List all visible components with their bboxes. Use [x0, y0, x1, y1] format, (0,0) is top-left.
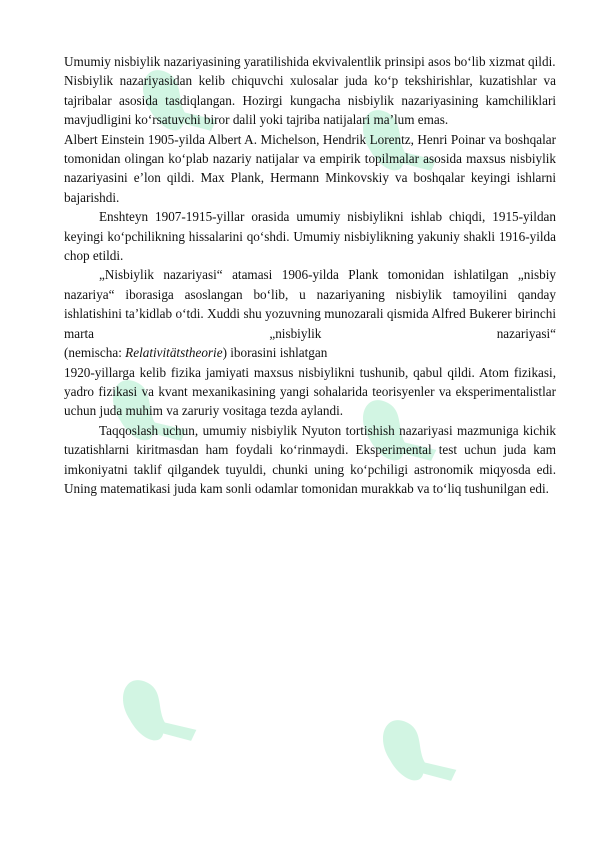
watermark-glyph-5 — [109, 674, 205, 760]
paragraph-2: Nisbiylik nazariyasidan kelib chiquvchi xulosalar juda ko‘p tekshirishlar, kuzatishlar va tajribalar asosida tasdiqlangan. Hozirgi kungacha nisbiylik nazariyasining kamchiliklari mavjudligini ko‘rsatuvchi biror dalil yoki tajriba natijalari ma’lum emas. — [64, 73, 556, 128]
paragraph-1: Umumiy nisbiylik nazariyasining yaratilishida ekvivalentlik prinsipi asos bo‘lib xizmat qildi. — [64, 54, 556, 69]
paragraph-5-italic-term: Relativitätstheorie — [125, 345, 223, 361]
paragraph-3: Albert Einstein 1905-yilda Albert A. Michelson, Hendrik Lorentz, Henri Poinar va boshqalar tomonidan olingan ko‘plab nazariy natijalar va empirik topilmalar asosida maxsus nisbiylik nazariyasini e’lon qildi. Max Plank, Hermann Minkovskiy va boshqalar keyingi ishlarni bajarishdi. — [64, 131, 556, 205]
watermark-glyph-6 — [369, 714, 465, 800]
paragraph-7: Taqqoslash uchun, umumiy nisbiylik Nyuton tortishish nazariyasi mazmuniga kichik tuzatishlarni kiritmasdan ham foydali ko‘rinmaydi. Eksperimental test uchun juda kam imkoniyatni taklif qilgandek tuyuldi, chunki uning ko‘pchiligi astronomik miqyosda edi. Uning matematikasi juda kam sonli odamlar tomonidan murakkab va to‘liq tushunilgan edi. — [64, 422, 556, 496]
paragraph-6: 1920-yillarga kelib fizika jamiyati maxsus nisbiylikni tushunib, qabul qildi. Atom fizikasi, yadro fizikasi va kvant mexanikasining yangi sohalarida teorisyenler va eksperimentalistlar uchun juda muhim va zaruriy vositaga tezda aylandi. — [64, 364, 556, 419]
paragraph-5-continuation — [64, 343, 556, 362]
paragraph-5-main: „Nisbiylik nazariyasi“ atamasi 1906-yilda Plank tomonidan ishlatilgan „nisbiy nazariya“ iborasiga asoslangan bo‘lib, u nazariyaning nisbiylik tamoyilini qanday ishlatishini ta’kidlab o‘tdi. Xuddi shu yozuvning munozarali qismida Alfred Bukerer birinchi marta „nisbiylik nazariyasi“ — [64, 267, 556, 341]
paragraph-4: Enshteyn 1907-1915-yillar orasida umumiy nisbiylikni ishlab chiqdi, 1915-yildan keyingi ko‘pchilikning hissalarini qo‘shdi. Umumiy nisbiylikning yakuniy shakli 1916-yilda chop etildi. — [64, 209, 556, 264]
paragraph-5-post: ) iborasini ishlatgan — [222, 345, 328, 361]
paragraph-5 — [64, 265, 556, 343]
body-text — [64, 52, 556, 498]
paragraph-5-pre: (nemischa: — [64, 345, 126, 361]
